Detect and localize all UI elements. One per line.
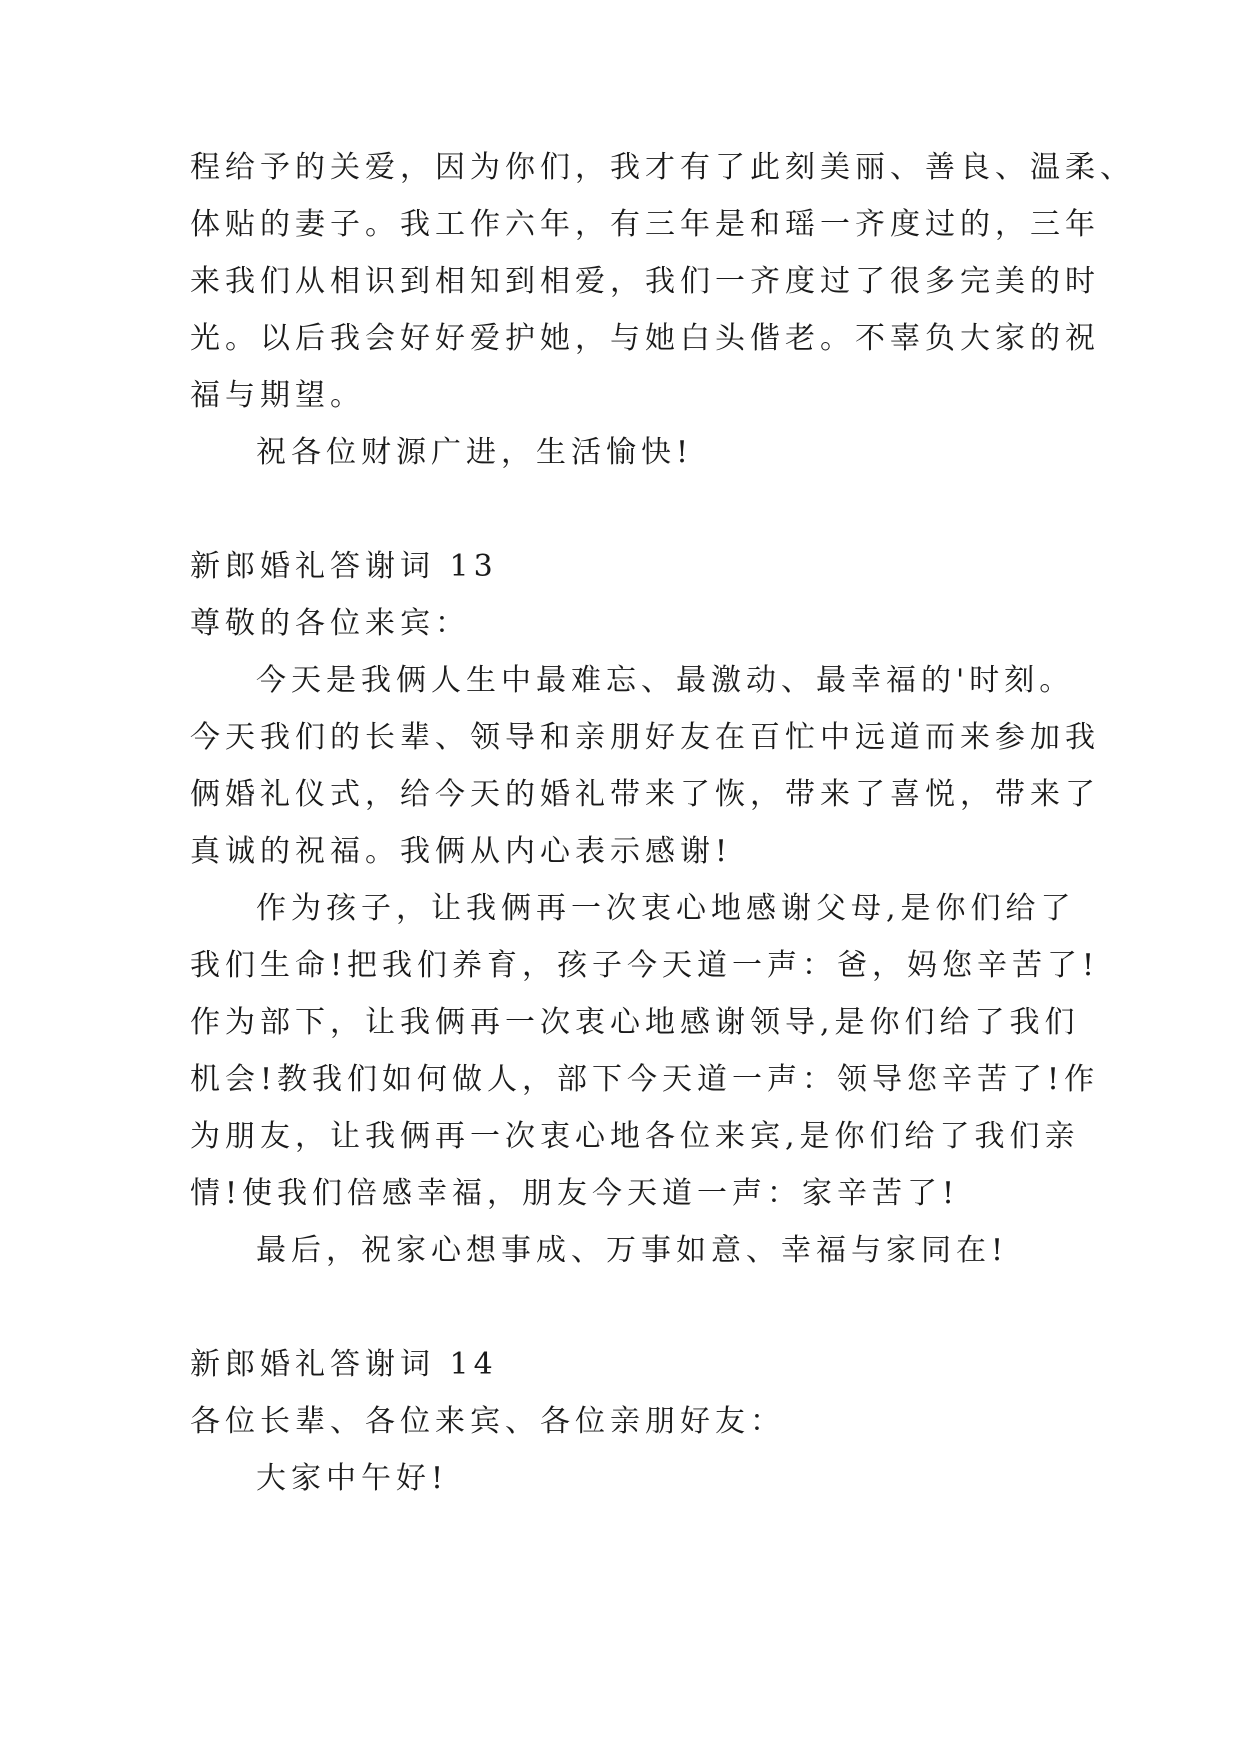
paragraph-line: 为朋友，让我俩再一次衷心地各位来宾,是你们给了我们亲	[190, 1119, 1080, 1154]
paragraph-line: 作为部下，让我俩再一次衷心地感谢领导,是你们给了我们	[190, 1005, 1080, 1040]
paragraph-line: 今天是我俩人生中最难忘、最激动、最幸福的'时刻。	[256, 663, 1075, 698]
salutation: 各位长辈、各位来宾、各位亲朋好友：	[190, 1404, 785, 1439]
paragraph-line: 程给予的关爱，因为你们，我才有了此刻美丽、善良、温柔、	[190, 150, 1135, 185]
paragraph-line: 光。以后我会好好爱护她，与她白头偕老。不辜负大家的祝	[190, 321, 1100, 356]
paragraph-line: 大家中午好!	[256, 1461, 449, 1496]
paragraph-line: 最后，祝家心想事成、万事如意、幸福与家同在!	[256, 1233, 1009, 1268]
paragraph-line: 真诚的祝福。我俩从内心表示感谢!	[190, 834, 733, 869]
paragraph-line: 机会!教我们如何做人，部下今天道一声：领导您辛苦了!作	[190, 1062, 1100, 1097]
paragraph-line: 祝各位财源广进，生活愉快!	[256, 435, 694, 470]
section-heading: 新郎婚礼答谢词 14	[190, 1347, 498, 1382]
paragraph-line: 情!使我们倍感幸福，朋友今天道一声：家辛苦了!	[190, 1176, 960, 1211]
paragraph-line: 福与期望。	[190, 378, 365, 413]
salutation: 尊敬的各位来宾：	[190, 606, 470, 641]
paragraph-line: 来我们从相识到相知到相爱，我们一齐度过了很多完美的时	[190, 264, 1100, 299]
section-heading: 新郎婚礼答谢词 13	[190, 549, 498, 584]
paragraph-line: 作为孩子，让我俩再一次衷心地感谢父母,是你们给了	[256, 891, 1076, 926]
paragraph-line: 俩婚礼仪式，给今天的婚礼带来了恢，带来了喜悦，带来了	[190, 777, 1100, 812]
paragraph-line: 今天我们的长辈、领导和亲朋好友在百忙中远道而来参加我	[190, 720, 1100, 755]
paragraph-line: 体贴的妻子。我工作六年，有三年是和瑶一齐度过的，三年	[190, 207, 1100, 242]
paragraph-line: 我们生命!把我们养育，孩子今天道一声：爸，妈您辛苦了!	[190, 948, 1100, 983]
